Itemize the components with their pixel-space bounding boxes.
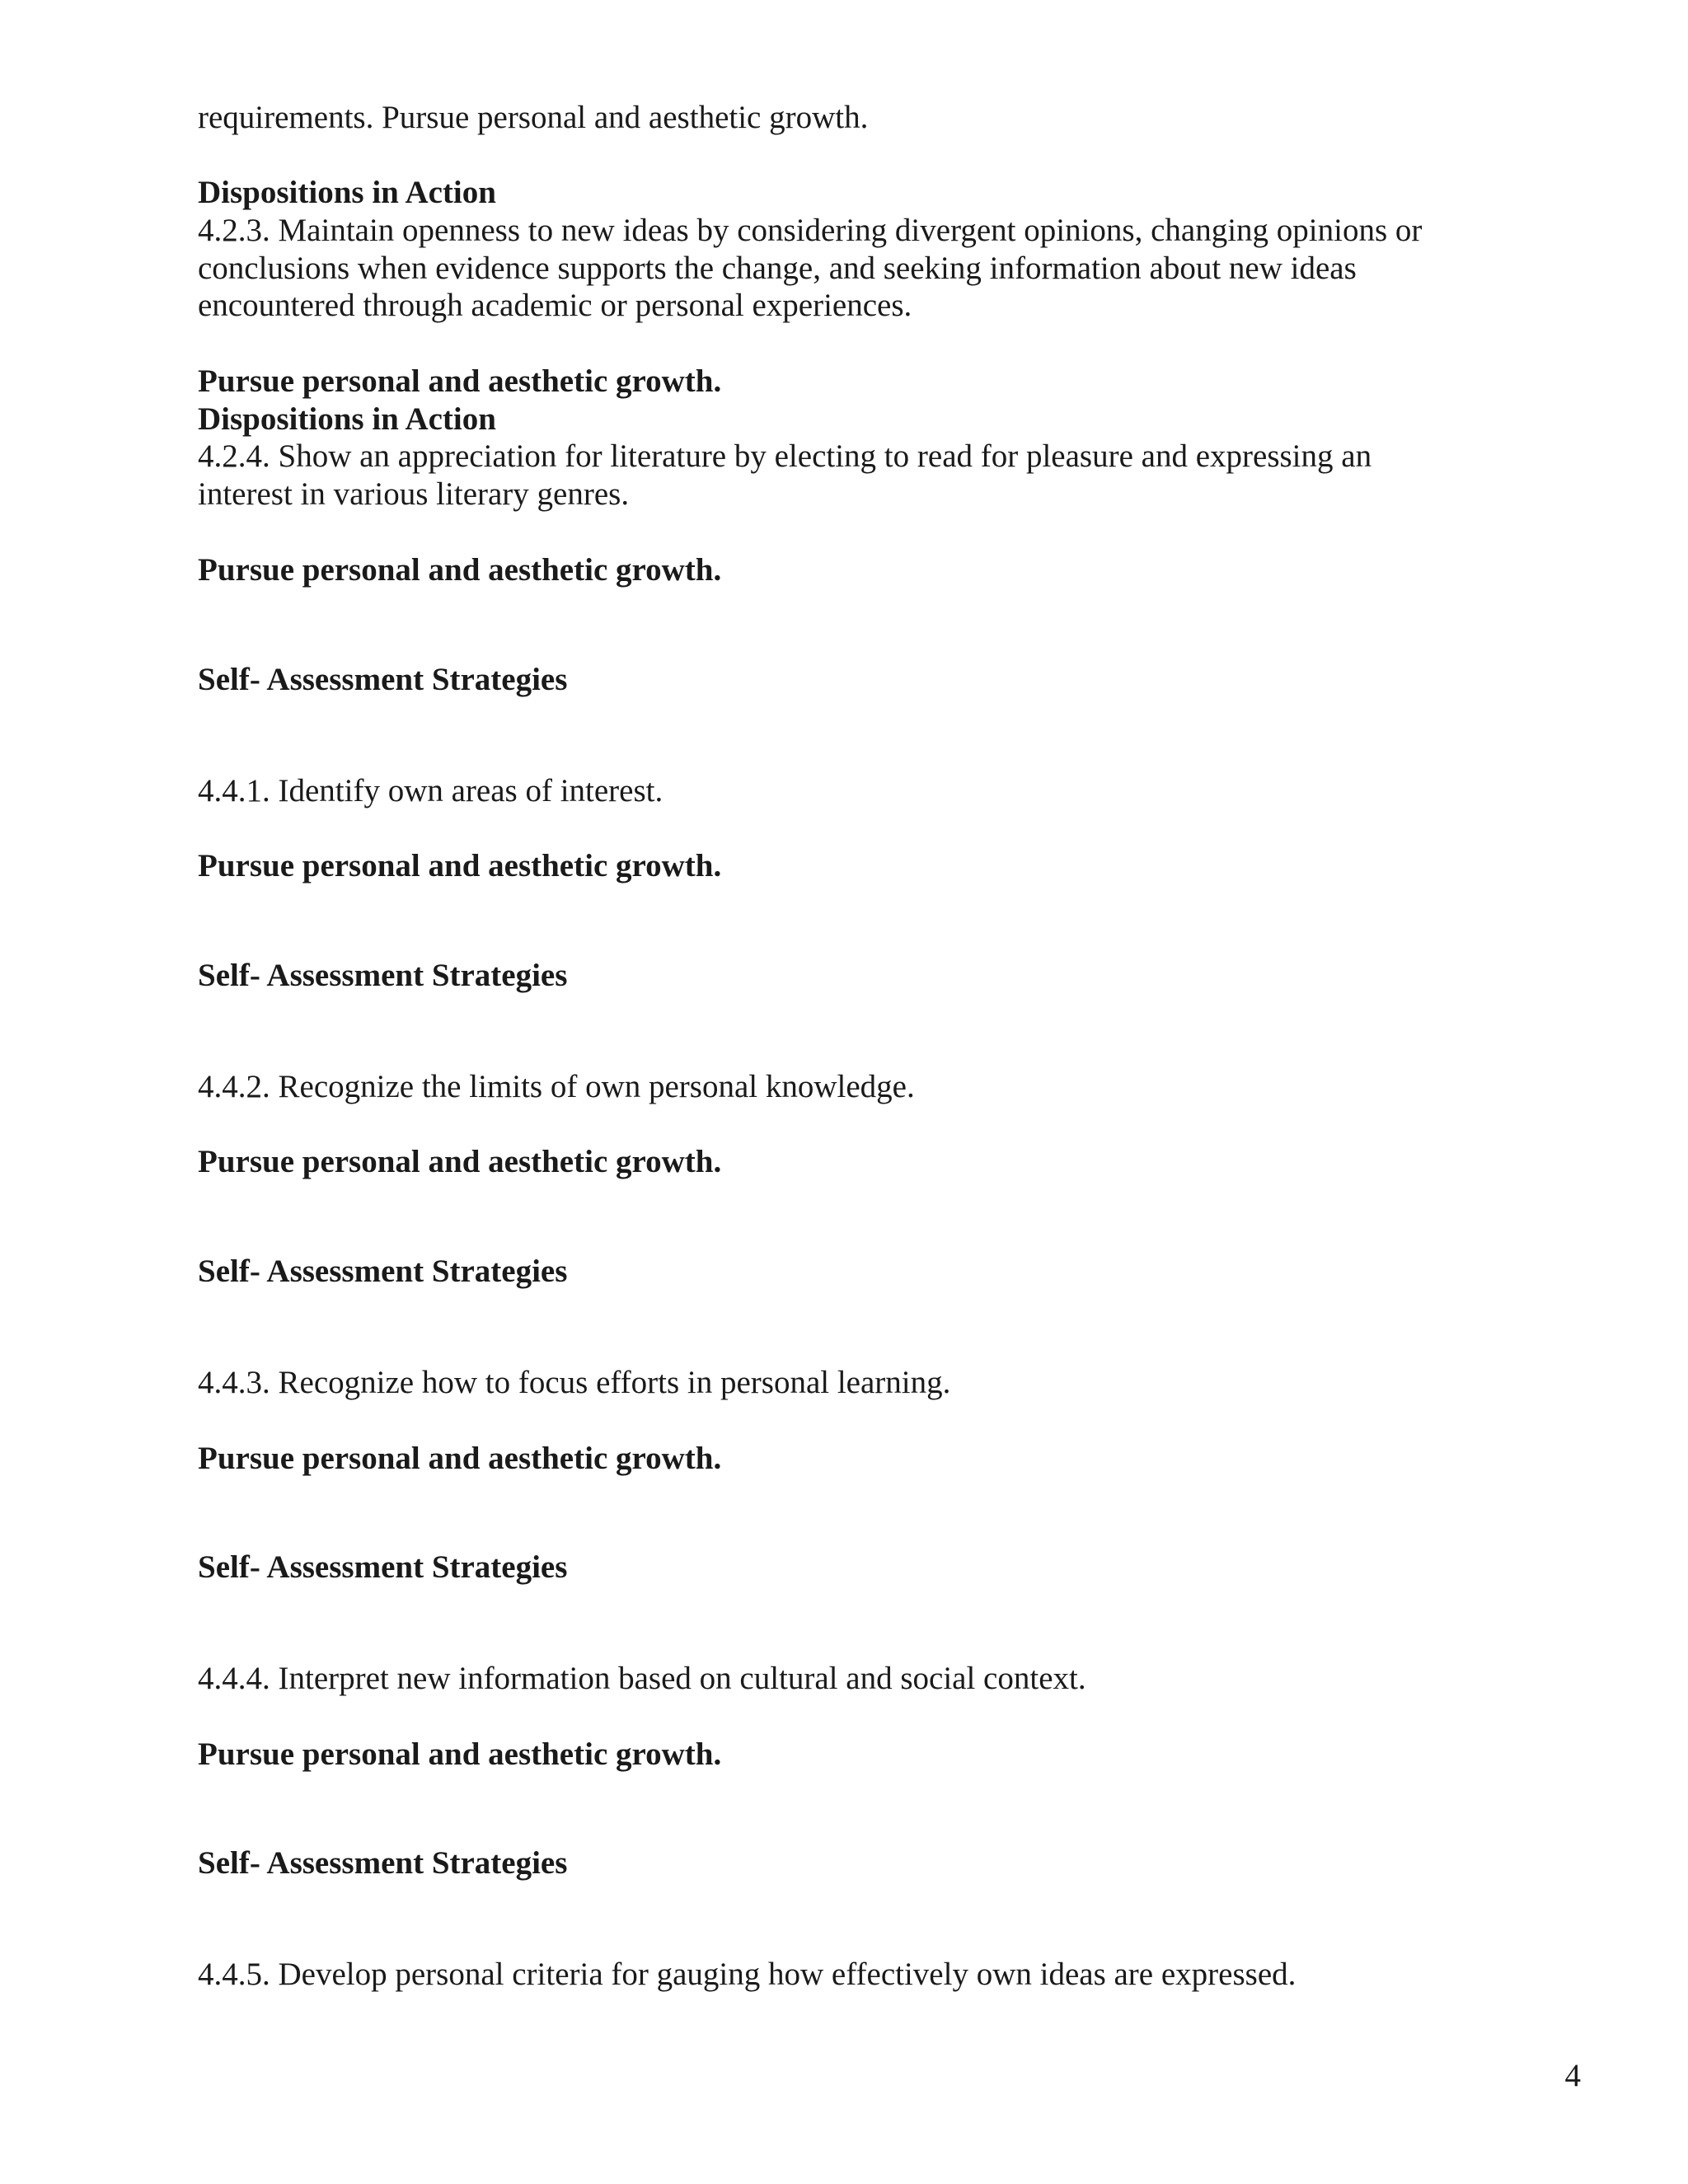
continuation-line: requirements. Pursue personal and aesthetic growth.	[198, 100, 869, 135]
section-heading: Self- Assessment Strategies	[198, 1549, 568, 1585]
section-heading: Dispositions in Action	[198, 175, 496, 210]
section-heading: Pursue personal and aesthetic growth.	[198, 552, 722, 588]
section-heading: Pursue personal and aesthetic growth.	[198, 1736, 722, 1772]
paragraph-line: 4.4.3. Recognize how to focus efforts in personal learning.	[198, 1365, 951, 1400]
section-heading: Pursue personal and aesthetic growth.	[198, 1144, 722, 1179]
paragraph-line: conclusions when evidence supports the change, and seeking information about new ideas	[198, 251, 1357, 286]
section-heading: Self- Assessment Strategies	[198, 662, 568, 697]
paragraph-line: interest in various literary genres.	[198, 476, 630, 512]
section-heading: Self- Assessment Strategies	[198, 1845, 568, 1881]
section-heading: Self- Assessment Strategies	[198, 1254, 568, 1289]
paragraph-line: 4.2.4. Show an appreciation for literature by electing to read for pleasure and expressing an	[198, 438, 1372, 474]
paragraph-line: 4.4.4. Interpret new information based on cultural and social context.	[198, 1661, 1086, 1696]
page-number: 4	[1564, 2058, 1581, 2093]
paragraph-line: 4.4.5. Develop personal criteria for gauging how effectively own ideas are expressed.	[198, 1957, 1296, 1992]
section-heading: Pursue personal and aesthetic growth.	[198, 363, 722, 399]
section-heading: Dispositions in Action	[198, 401, 496, 437]
paragraph-line: 4.4.1. Identify own areas of interest.	[198, 773, 663, 808]
paragraph-line: encountered through academic or personal experiences.	[198, 288, 912, 323]
paragraph-line: 4.2.3. Maintain openness to new ideas by considering divergent opinions, changing opinions or	[198, 213, 1423, 248]
section-heading: Self- Assessment Strategies	[198, 958, 568, 993]
paragraph-line: 4.4.2. Recognize the limits of own personal knowledge.	[198, 1069, 915, 1104]
section-heading: Pursue personal and aesthetic growth.	[198, 1441, 722, 1476]
section-heading: Pursue personal and aesthetic growth.	[198, 848, 722, 883]
